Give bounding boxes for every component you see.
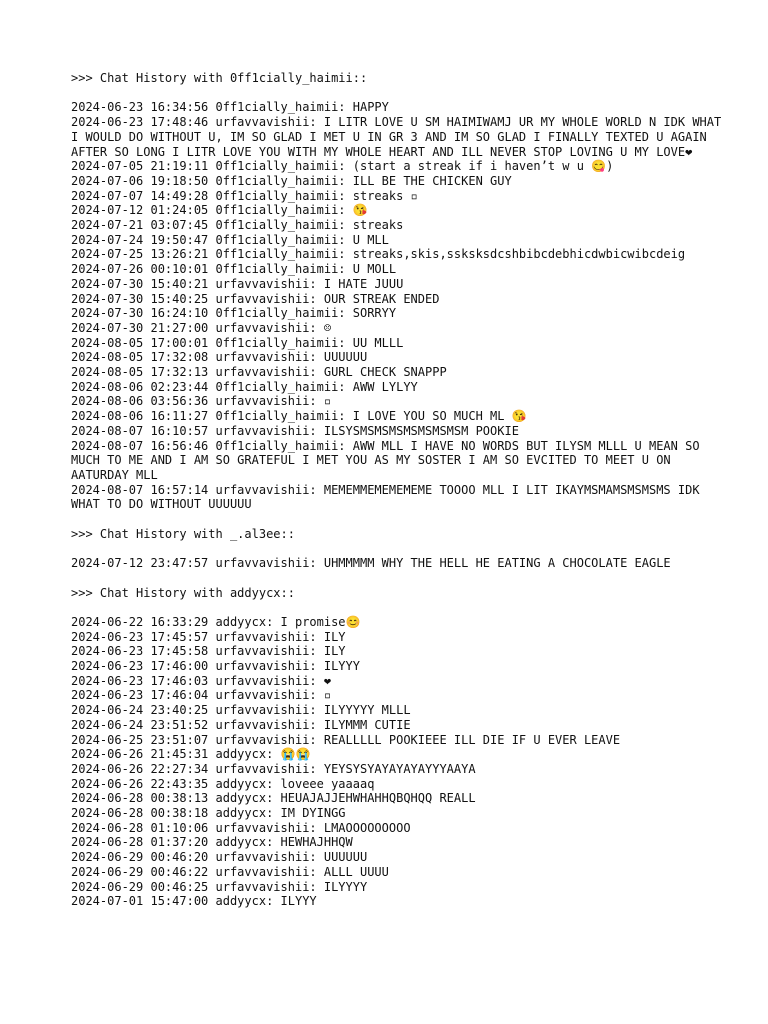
message-line: 2024-07-01 15:47:00 addyycx: ILYYY [71,894,317,909]
message-line: 2024-08-06 02:23:44 0ff1cially_haimii: AWW LYLYY [71,379,418,394]
section-header: >>> Chat History with _.al3ee:: [71,526,295,541]
message-line: 2024-06-23 17:46:03 urfavvavishii: ❤ [71,673,332,688]
message-line: 2024-06-24 23:40:25 urfavvavishii: ILYYYYY MLLL [71,703,411,718]
message-line: 2024-07-30 16:24:10 0ff1cially_haimii: SORRYY [71,306,397,321]
message-line: 2024-06-22 16:33:29 addyycx: I promise😊 [71,614,361,629]
message-line: 2024-06-29 00:46:25 urfavvavishii: ILYYYY [71,879,368,894]
message-line: 2024-06-25 23:51:07 urfavvavishii: REALLLLL POOKIEEE ILL DIE IF U EVER LEAVE [71,732,621,747]
message-line: 2024-06-23 17:46:00 urfavvavishii: ILYYY [71,659,360,674]
message-line: 2024-07-05 21:19:11 0ff1cially_haimii: (start a streak if i haven’t w u 😋) [71,159,614,174]
message-line: 2024-06-29 00:46:22 urfavvavishii: ALLL UUUU [71,864,389,879]
message-line: 2024-08-06 16:11:27 0ff1cially_haimii: I LOVE YOU SO MUCH ML 😘 [71,409,527,424]
chat-section-0ff1cially-haimii [71,71,728,512]
section-header: >>> Chat History with 0ff1cially_haimii:: [71,71,368,85]
message-line: 2024-07-30 15:40:21 urfavvavishii: I HATE JUUU [71,276,404,291]
chat-section-addyycx [71,586,728,909]
message-line: 2024-06-23 17:46:04 urfavvavishii: ▫ [71,688,332,703]
message-line: 2024-07-30 21:27:00 urfavvavishii: ☹ [71,320,332,335]
message-line: 2024-07-30 15:40:25 urfavvavishii: OUR STREAK ENDED [71,291,440,306]
message-line: 2024-06-29 00:46:20 urfavvavishii: UUUUUU [71,850,368,865]
message-line: 2024-07-25 13:26:21 0ff1cially_haimii: streaks,skis,ssksksdcshbibcdebhicdwbicwibcdeig [71,247,686,262]
message-line: 2024-06-23 17:45:57 urfavvavishii: ILY [71,629,346,644]
message-line: 2024-06-23 16:34:56 0ff1cially_haimii: HAPPY [71,100,389,115]
message-line: 2024-08-07 16:57:14 urfavvavishii: MEMEMMEMEMEMEME TOOOO MLL I LIT IKAYMSMAMSMSMSMS IDK WHAT TO DO WITHOUT UUUUUU [71,482,707,512]
message-line: 2024-06-24 23:51:52 urfavvavishii: ILYMMM CUTIE [71,717,411,732]
message-line: 2024-08-05 17:00:01 0ff1cially_haimii: UU MLLL [71,335,404,350]
message-line: 2024-06-26 21:45:31 addyycx: 😭😭 [71,747,311,762]
chat-section-al3ee [71,527,728,571]
message-line: 2024-07-07 14:49:28 0ff1cially_haimii: streaks ▫ [71,188,418,203]
message-line: 2024-06-23 17:48:46 urfavvavishii: I LITR LOVE U SM HAIMIWAMJ UR MY WHOLE WORLD N IDK WHAT I WOULD DO WITHOUT U, IM SO GLAD I MET U IN GR 3 AND IM SO GLAD I FINALLY TEXTED U AGAIN AFTER SO LONG I LITR LOVE YOU WITH MY WHOLE HEART AND ILL NEVER STOP LOVING U MY LOVE❤ [71,115,729,159]
message-line: 2024-07-12 01:24:05 0ff1cially_haimii: 😘 [71,203,368,218]
message-line: 2024-07-06 19:18:50 0ff1cially_haimii: ILL BE THE CHICKEN GUY [71,173,512,188]
message-line: 2024-08-05 17:32:08 urfavvavishii: UUUUUU [71,350,368,365]
message-line: 2024-07-26 00:10:01 0ff1cially_haimii: U MOLL [71,262,397,277]
message-line: 2024-06-26 22:27:34 urfavvavishii: YEYSYSYAYAYAYAYYYAAYA [71,761,476,776]
message-line: 2024-06-26 22:43:35 addyycx: loveee yaaaaq [71,776,375,791]
message-line: 2024-06-28 01:37:20 addyycx: HEWHAJHHQW [71,835,353,850]
message-line: 2024-08-07 16:56:46 0ff1cially_haimii: AWW MLL I HAVE NO WORDS BUT ILYSM MLLL U MEAN SO MUCH TO ME AND I AM SO GRATEFUL I MET YOU AS MY SOSTER I AM SO EVCITED TO MEET U ON AATURDAY MLL [71,438,707,482]
message-line: 2024-07-12 23:47:57 urfavvavishii: UHMMMMM WHY THE HELL HE EATING A CHOCOLATE EAGLE [71,556,671,571]
message-line: 2024-07-21 03:07:45 0ff1cially_haimii: streaks [71,218,404,233]
message-line: 2024-06-23 17:45:58 urfavvavishii: ILY [71,644,346,659]
message-line: 2024-07-24 19:50:47 0ff1cially_haimii: U MLL [71,232,389,247]
message-line: 2024-06-28 00:38:13 addyycx: HEUAJAJJEHWHAHHQBQHQQ REALL [71,791,476,806]
section-header: >>> Chat History with addyycx:: [71,585,295,600]
message-line: 2024-08-06 03:56:36 urfavvavishii: ▫ [71,394,332,409]
message-line: 2024-08-07 16:10:57 urfavvavishii: ILSYSMSMSMSMSMSMSMSM POOKIE [71,423,519,438]
message-line: 2024-06-28 00:38:18 addyycx: IM DYINGG [71,806,346,821]
message-line: 2024-08-05 17:32:13 urfavvavishii: GURL CHECK SNAPPP [71,365,447,380]
message-line: 2024-06-28 01:10:06 urfavvavishii: LMAOOOOOOOOO [71,820,411,835]
